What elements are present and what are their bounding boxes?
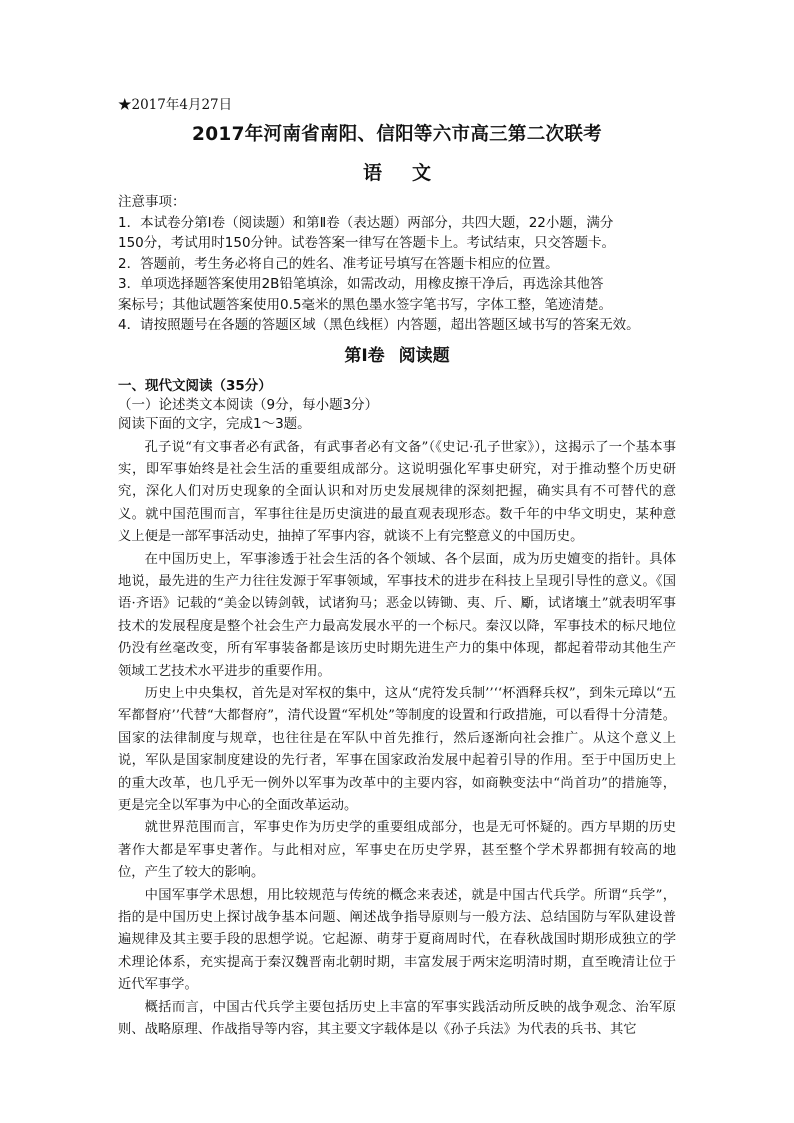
passage-paragraph: 概括而言，中国古代兵学主要包括历史上丰富的军事实践活动所反映的战争观念、治军原则、战略原理、作战指导等内容，其主要文字载体是以《孙子兵法》为代表的兵书、其它 — [118, 999, 676, 1038]
part-subtitle: （一）论述类文本阅读（9分，每小题3分） — [118, 396, 379, 413]
subject-title: 语文 — [362, 162, 461, 184]
passage-paragraph: 在中国历史上，军事渗透于社会生活的各个领域、各个层面，成为历史嬗变的指针。具体地说，最先进的生产力往往发源于军事领域，军事技术的进步在科技上呈现引导性的意义。《国语·齐语》记载的“美金以铸剑戟，试诸狗马；恶金以铸锄、夷、斤、斸，试诸壤土”就表明军事技术的发展程度是整个社会生产力最高发展水平的一个标尺。秦汉以降，军事技术的标尺地位仍没有丝毫改变，所有军事装备都是该历史时期先进生产力的集中体现，都起着带动其他生产领域工艺技术水平进步的重要作用。 — [118, 551, 676, 679]
notes-line: 案标号；其他试题答案使用0.5毫米的黑色墨水签字笔书写，字体工整，笔迹清楚。 — [118, 296, 612, 313]
exam-notes — [118, 192, 676, 336]
notes-line: 3．单项选择题答案使用2B铅笔填涂，如需改动，用橡皮擦干净后，再选涂其他答 — [118, 276, 604, 292]
section-title — [118, 344, 676, 368]
section-volume-label: 第Ⅰ卷 — [344, 345, 385, 366]
section-name: 阅读题 — [398, 345, 450, 366]
reading-passage — [118, 437, 676, 1042]
part-title: 一、现代文阅读（35分） — [118, 377, 272, 394]
notes-heading: 注意事项： — [118, 194, 186, 210]
passage-paragraph: 就世界范围而言，军事史作为历史学的重要组成部分，也是无可怀疑的。西方早期的历史著作大都是军事史著作。与此相对应，军事史在历史学界，甚至整个学术界都拥有较高的地位，产生了较大的影响。 — [118, 820, 676, 881]
notes-line: 4．请按照题号在各题的答题区域（黑色线框）内答题，超出答题区域书写的答案无效。 — [118, 317, 640, 333]
notes-line: 1．本试卷分第Ⅰ卷（阅读题）和第Ⅱ卷（表达题）两部分，共四大题，22小题，满分 — [118, 214, 614, 231]
notes-line: 150分，考试用时150分钟。试卷答案一律写在答题卡上。考试结束，只交答题卡。 — [118, 235, 616, 251]
notes-line: 2．答题前，考生务必将自己的姓名、准考证号填写在答题卡相应的位置。 — [118, 255, 559, 272]
passage-paragraph: 中国军事学术思想，用比较规范与传统的概念来表述，就是中国古代兵学。所谓“兵学”，指的是中国历史上探讨战争基本问题、阐述战争指导原则与一般方法、总结国防与军队建设普遍规律及其主要手段的思想学说。它起源、萌芽于夏商周时代，在春秋战国时期形成独立的学术理论体系，充实提高于秦汉魏晋南北朝时期，丰富发展于两宋迄明清时期，直至晚清让位于近代军事学。 — [118, 887, 676, 993]
passage-paragraph: 孔子说“有文事者必有武备，有武事者必有文备”（《史记·孔子世家》），这揭示了一个基本事实，即军事始终是社会生活的重要组成部分。这说明强化军事史研究，对于推动整个历史研究，深化人们对历史现象的全面认识和对历史发展规律的深刻把握，确实具有不可替代的意义。就中国范围而言，军事往往是历史演进的最直观表现形态。数千年的中华文明史，某种意义上便是一部军事活动史，抽掉了军事内容，就谈不上有完整意义的中国历史。 — [118, 439, 676, 545]
exam-title: 2017年河南省南阳、信阳等六市高三第二次联考 — [192, 124, 602, 145]
passage-paragraph: 历史上中央集权，首先是对军权的集中，这从“虎符发兵制’’‘‘杯酒释兵权”，到朱元璋以“五军都督府’’代替“大都督府”，清代设置“军机处”等制度的设置和行政措施，可以看得十分清楚。国家的法律制度与规章，也往往是在军队中首先推行，然后逐渐向社会推广。从这个意义上说，军队是国家制度建设的先行者，军事在国家政治发展中起着引导的作用。至于中国历史上的重大改革，也几乎无一例外以军事为改革中的主要内容，如商鞅变法中“尚首功”的措施等，更是完全以军事为中心的全面改革运动。 — [118, 685, 676, 813]
reading-instruction: 阅读下面的文字，完成1～3题。 — [118, 416, 311, 432]
exam-date: ★2017年4月27日 — [118, 97, 233, 113]
